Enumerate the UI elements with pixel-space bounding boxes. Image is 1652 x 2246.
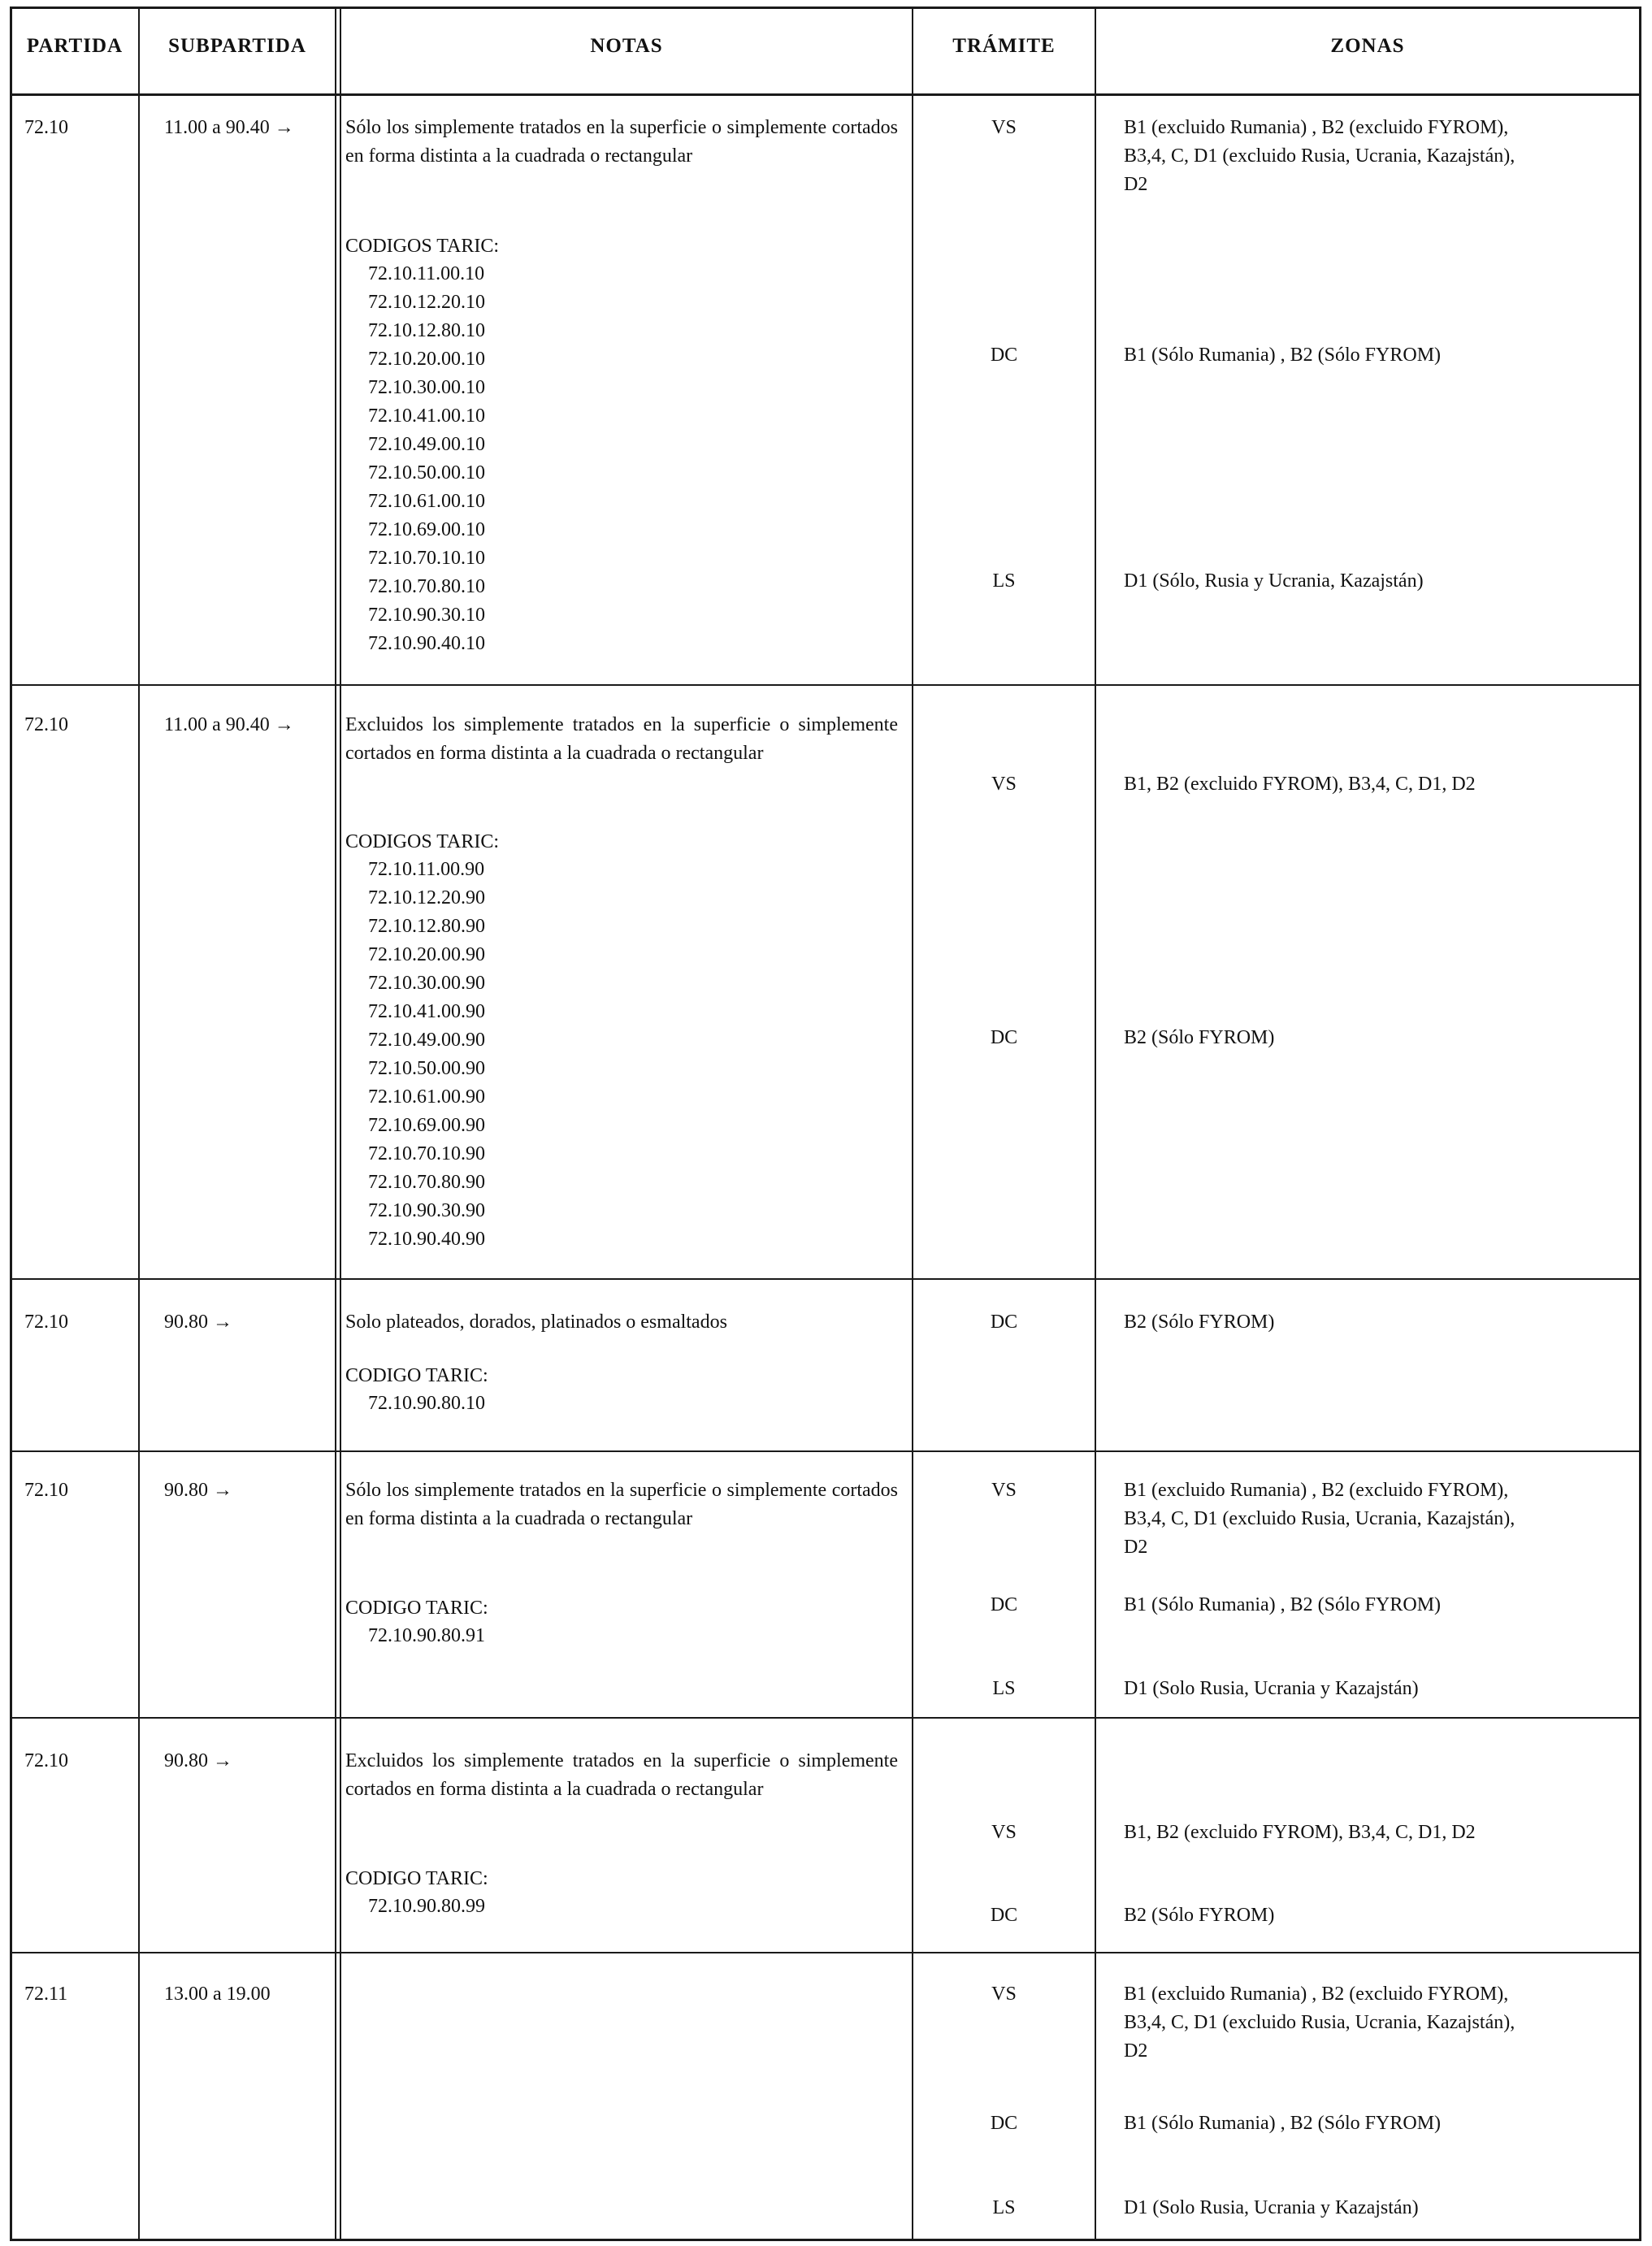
- tramite-cell: LS: [992, 2197, 1016, 2218]
- taric-code: 72.10.90.40.90: [368, 1229, 485, 1250]
- partida-cell: 72.10: [24, 117, 68, 138]
- subpartida-cell: 11.00 a 90.40 →: [164, 117, 294, 138]
- partida-cell: 72.10: [24, 1750, 68, 1771]
- taric-code: 72.10.69.00.10: [368, 519, 485, 540]
- subpartida-cell: 90.80 →: [164, 1480, 232, 1501]
- partida-cell: 72.10: [24, 714, 68, 735]
- tramite-cell: VS: [991, 1984, 1017, 2005]
- codigos-taric-label: CODIGO TARIC:: [345, 1598, 488, 1619]
- taric-code: 72.10.41.00.90: [368, 1001, 485, 1022]
- zona-text: B2 (Sólo FYROM): [1124, 1312, 1275, 1333]
- header-partida: PARTIDA: [26, 35, 124, 57]
- nota-text: Excluidos los simplemente tratados en la superficie o simplemente cortados en forma distinta a la cuadrada o rectangular: [345, 1750, 898, 1800]
- partida-cell: 72.11: [24, 1984, 68, 2005]
- tramite-cell: VS: [991, 774, 1017, 795]
- subpartida-cell: 13.00 a 19.00: [164, 1984, 271, 2005]
- row-divider: [10, 1450, 1641, 1452]
- taric-code: 72.10.90.40.10: [368, 633, 485, 654]
- tramite-cell: VS: [991, 117, 1017, 138]
- taric-code: 72.10.12.80.10: [368, 320, 485, 341]
- nota-text: Excluidos los simplemente tratados en la superficie o simplemente cortados en forma distinta a la cuadrada o rectangular: [345, 714, 898, 764]
- header-zonas: ZONAS: [1330, 35, 1405, 57]
- header-tramite: TRÁMITE: [952, 35, 1056, 57]
- column-divider: [340, 7, 341, 2239]
- column-divider: [10, 7, 12, 2239]
- taric-code: 72.10.90.30.90: [368, 1200, 485, 1221]
- taric-code: 72.10.61.00.10: [368, 491, 485, 512]
- partida-cell: 72.10: [24, 1312, 68, 1333]
- taric-code: 72.10.90.80.99: [368, 1896, 485, 1917]
- zona-text: B1 (excluido Rumania) , B2 (excluido FYROM),: [1124, 117, 1509, 138]
- codigos-taric-label: CODIGOS TARIC:: [345, 831, 499, 852]
- codigos-taric-label: CODIGO TARIC:: [345, 1868, 488, 1889]
- taric-code: 72.10.20.00.10: [368, 349, 485, 370]
- zona-text: B1 (Sólo Rumania) , B2 (Sólo FYROM): [1124, 2113, 1442, 2134]
- zona-text: D2: [1124, 174, 1148, 195]
- taric-code: 72.10.30.00.90: [368, 973, 485, 994]
- tramite-cell: VS: [991, 1822, 1017, 1843]
- zona-text: D1 (Solo Rusia, Ucrania y Kazajstán): [1124, 2197, 1419, 2218]
- nota-text: Sólo los simplemente tratados en la superficie o simplemente cortados en forma distinta a la cuadrada o rectangular: [345, 117, 898, 167]
- nota-text: Solo plateados, dorados, platinados o esmaltados: [345, 1312, 727, 1333]
- zona-text: B1 (excluido Rumania) , B2 (excluido FYROM),: [1124, 1480, 1509, 1501]
- tramite-cell: DC: [990, 2113, 1018, 2134]
- tramite-cell: DC: [990, 1027, 1018, 1048]
- zona-text: B3,4, C, D1 (excluido Rusia, Ucrania, Kazajstán),: [1124, 1508, 1515, 1529]
- taric-code: 72.10.49.00.90: [368, 1030, 485, 1051]
- taric-code: 72.10.12.80.90: [368, 916, 485, 937]
- row-divider: [10, 684, 1641, 686]
- tramite-cell: DC: [990, 1905, 1018, 1926]
- zona-text: B3,4, C, D1 (excluido Rusia, Ucrania, Kazajstán),: [1124, 145, 1515, 167]
- column-divider: [1639, 7, 1641, 2239]
- header-notas: NOTAS: [590, 35, 663, 57]
- taric-code: 72.10.69.00.90: [368, 1115, 485, 1136]
- taric-code: 72.10.70.10.10: [368, 548, 485, 569]
- zona-text: D1 (Solo Rusia, Ucrania y Kazajstán): [1124, 1678, 1419, 1699]
- row-divider: [10, 93, 1641, 96]
- zona-text: B1 (excluido Rumania) , B2 (excluido FYROM),: [1124, 1984, 1509, 2005]
- row-divider: [10, 1952, 1641, 1953]
- row-divider: [10, 2239, 1641, 2241]
- taric-code: 72.10.30.00.10: [368, 377, 485, 398]
- row-divider: [10, 1278, 1641, 1280]
- tramite-cell: DC: [990, 345, 1018, 366]
- zona-text: D2: [1124, 1537, 1148, 1558]
- taric-code: 72.10.11.00.10: [368, 263, 485, 284]
- taric-code: 72.10.90.80.91: [368, 1625, 485, 1646]
- subpartida-cell: 90.80 →: [164, 1312, 232, 1333]
- row-divider: [10, 1717, 1641, 1719]
- tramite-cell: DC: [990, 1312, 1018, 1333]
- taric-code: 72.10.90.30.10: [368, 605, 485, 626]
- taric-code: 72.10.20.00.90: [368, 944, 485, 965]
- codigos-taric-label: CODIGOS TARIC:: [345, 236, 499, 257]
- zona-text: D2: [1124, 2040, 1148, 2062]
- column-divider: [1095, 7, 1096, 2239]
- tramite-cell: LS: [992, 1678, 1016, 1699]
- taric-code: 72.10.12.20.90: [368, 887, 485, 908]
- tramite-cell: DC: [990, 1594, 1018, 1615]
- taric-code: 72.10.41.00.10: [368, 405, 485, 427]
- taric-code: 72.10.90.80.10: [368, 1393, 485, 1414]
- zona-text: B1 (Sólo Rumania) , B2 (Sólo FYROM): [1124, 1594, 1442, 1615]
- codigos-taric-label: CODIGO TARIC:: [345, 1365, 488, 1386]
- taric-code: 72.10.12.20.10: [368, 292, 485, 313]
- taric-code: 72.10.49.00.10: [368, 434, 485, 455]
- row-divider: [10, 7, 1641, 9]
- taric-code: 72.10.11.00.90: [368, 859, 485, 880]
- taric-code: 72.10.61.00.90: [368, 1086, 485, 1108]
- zona-text: B1, B2 (excluido FYROM), B3,4, C, D1, D2: [1124, 774, 1476, 795]
- tramite-cell: VS: [991, 1480, 1017, 1501]
- subpartida-cell: 11.00 a 90.40 →: [164, 714, 294, 735]
- zona-text: B2 (Sólo FYROM): [1124, 1027, 1275, 1048]
- tramite-cell: LS: [992, 570, 1016, 592]
- column-divider: [138, 7, 140, 2239]
- zona-text: B3,4, C, D1 (excluido Rusia, Ucrania, Kazajstán),: [1124, 2012, 1515, 2033]
- partida-cell: 72.10: [24, 1480, 68, 1501]
- taric-code: 72.10.70.80.90: [368, 1172, 485, 1193]
- taric-code: 72.10.70.10.90: [368, 1143, 485, 1164]
- taric-code: 72.10.50.00.90: [368, 1058, 485, 1079]
- header-subpartida: SUBPARTIDA: [168, 35, 306, 57]
- taric-code: 72.10.70.80.10: [368, 576, 485, 597]
- taric-code: 72.10.50.00.10: [368, 462, 485, 483]
- zona-text: D1 (Sólo, Rusia y Ucrania, Kazajstán): [1124, 570, 1424, 592]
- zona-text: B2 (Sólo FYROM): [1124, 1905, 1275, 1926]
- zona-text: B1, B2 (excluido FYROM), B3,4, C, D1, D2: [1124, 1822, 1476, 1843]
- subpartida-cell: 90.80 →: [164, 1750, 232, 1771]
- column-divider: [335, 7, 336, 2239]
- zona-text: B1 (Sólo Rumania) , B2 (Sólo FYROM): [1124, 345, 1442, 366]
- nota-text: Sólo los simplemente tratados en la superficie o simplemente cortados en forma distinta a la cuadrada o rectangular: [345, 1480, 898, 1529]
